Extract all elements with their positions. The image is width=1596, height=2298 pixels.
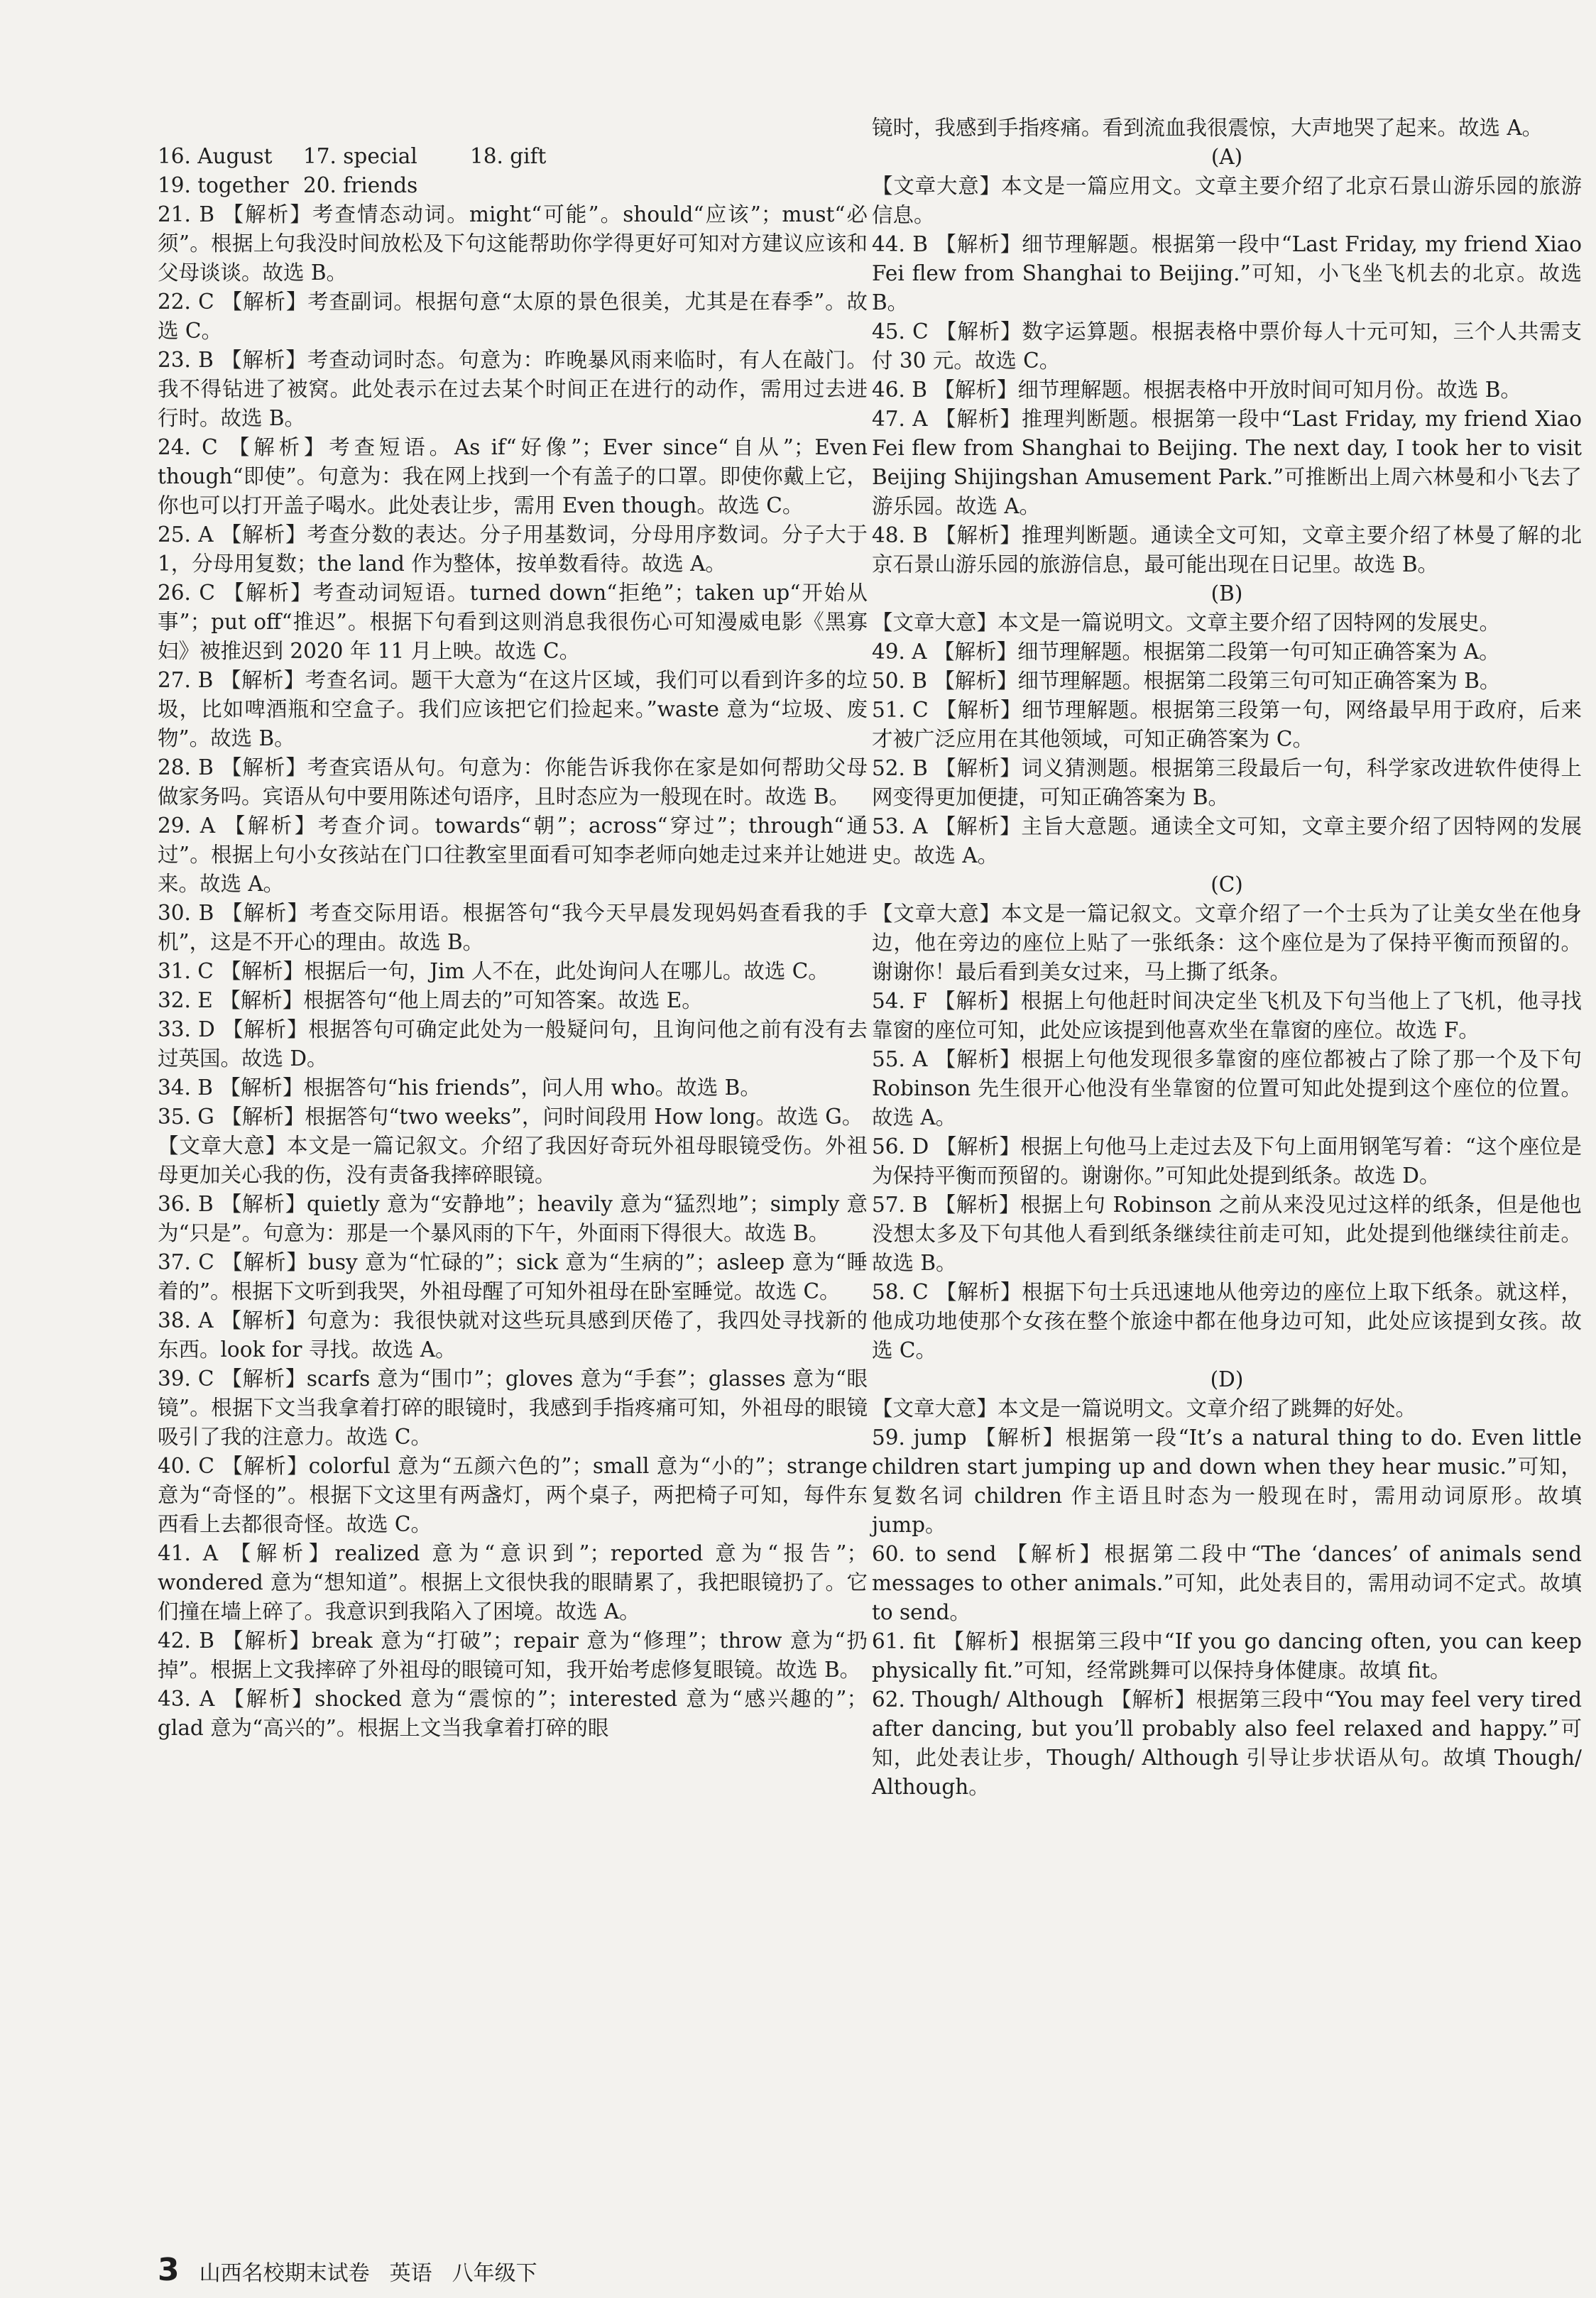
answer-item: 40. C 【解析】colorful 意为“五颜六色的”；small 意为“小的”；strange 意为“奇怪的”。根据下文这里有两盏灯，两个桌子，两把椅子可知，每件东西看上去都很奇怪。故选 C。 [158, 1454, 868, 1536]
answer-item: 【文章大意】本文是一篇说明文。文章主要介绍了因特网的发展史。 [872, 611, 1501, 635]
answer-item: 53. A 【解析】主旨大意题。通读全文可知，文章主要介绍了因特网的发展史。故选 A。 [872, 814, 1582, 868]
answer-item: 60. to send 【解析】根据第二段中“The ‘dances’ of animals send messages to other animals.”可知，此处表目的，需用动词不定式。故填 to send。 [872, 1542, 1582, 1624]
answer-item: 【文章大意】本文是一篇记叙文。文章介绍了一个士兵为了让美女坐在他身边，他在旁边的座位上贴了一张纸条：这个座位是为了保持平衡而预留的。谢谢你！最后看到美女过来，马上撕了纸条。 [872, 902, 1582, 984]
answer-item: 54. F 【解析】根据上句他赶时间决定坐飞机及下句当他上了飞机，他寻找靠窗的座位可知，此处应该提到他喜欢坐在靠窗的座位。故选 F。 [872, 989, 1582, 1042]
answer-item: 57. B 【解析】根据上句 Robinson 之前从来没见过这样的纸条，但是他也没想太多及下句其他人看到纸条继续往前走可知，此处提到他继续往前走。故选 B。 [872, 1193, 1582, 1275]
grade-label: 八年级下 [452, 2261, 537, 2286]
left-answer-list [158, 200, 868, 1743]
answer-item: 55. A 【解析】根据上句他发现很多靠窗的座位都被占了除了那一个及下句 Robinson 先生很开心他没有坐靠窗的位置可知此处提到这个座位的位置。故选 A。 [872, 1047, 1582, 1129]
answer-item: 34. B 【解析】根据答句“his friends”，问人用 who。故选 B。 [158, 1076, 761, 1100]
answer-20: 20. friends [303, 173, 418, 197]
answer-item: 61. fit 【解析】根据第三段中“If you go dancing often, you can keep physically fit.”可知，经常跳舞可以保持身体健康。故填 fit。 [872, 1629, 1582, 1683]
answer-item: 【文章大意】本文是一篇应用文。文章主要介绍了北京石景山游乐园的旅游信息。 [872, 174, 1582, 227]
answer-item: 43. A 【解析】shocked 意为“震惊的”；interested 意为“感兴趣的”；glad 意为“高兴的”。根据上文当我拿着打碎的眼 [158, 1687, 868, 1740]
answer-item: 26. C 【解析】考查动词短语。turned down“拒绝”；taken up“开始从事”；put off“推迟”。根据下句看到这则消息我很伤心可知漫威电影《黑寡妇》被推迟到 2020 年 11 月上映。故选 C。 [158, 581, 868, 663]
answer-item: 41. A 【解析】realized 意为“意识到”；reported 意为“报告”；wondered 意为“想知道”。根据上文很快我的眼睛累了，我把眼镜扔了。它们撞在墙上碎了。我意识到我陷入了困境。故选 A。 [158, 1541, 868, 1624]
answer-item: 59. jump 【解析】根据第一段“It’s a natural thing to do. Even little children start jumping up and down when they hear music.”可知，复数名词 children 作主语且时态为一般现在时，需用动词原形。故填 jump。 [872, 1426, 1582, 1537]
answer-item: 44. B 【解析】细节理解题。根据第一段中“Last Friday, my friend Xiao Fei flew from Shanghai to Beijing.”可知，小飞坐飞机去的北京。故选 B。 [872, 232, 1582, 314]
section-heading: (B) [1210, 581, 1243, 606]
answer-item: 49. A 【解析】细节理解题。根据第二段第一句可知正确答案为 A。 [872, 640, 1500, 664]
answer-item: 51. C 【解析】细节理解题。根据第三段第一句，网络最早用于政府，后来才被广泛应用在其他领域，可知正确答案为 C。 [872, 698, 1582, 751]
answers-row-19-20 [158, 171, 868, 200]
section-heading: (C) [1210, 872, 1243, 897]
subject-label: 英语 [389, 2261, 432, 2286]
answer-item: 30. B 【解析】考查交际用语。根据答句“我今天早晨发现妈妈查看我的手机”，这是不开心的理由。故选 B。 [158, 901, 868, 954]
book-title: 山西名校期末试卷 [199, 2261, 370, 2286]
answer-item: 37. C 【解析】busy 意为“忙碌的”；sick 意为“生病的”；asleep 意为“睡着的”。根据下文听到我哭，外祖母醒了可知外祖母在卧室睡觉。故选 C。 [158, 1250, 868, 1303]
page-number: 3 [158, 2252, 180, 2288]
answer-item: 39. C 【解析】scarfs 意为“围巾”；gloves 意为“手套”；glasses 意为“眼镜”。根据下文当我拿着打碎的眼镜时，我感到手指疼痛可知，外祖母的眼镜吸引了我的注意力。故选 C。 [158, 1367, 868, 1449]
answer-item: 50. B 【解析】细节理解题。根据第二段第三句可知正确答案为 B。 [872, 669, 1501, 693]
answer-item: 【文章大意】本文是一篇记叙文。介绍了我因好奇玩外祖母眼镜受伤。外祖母更加关心我的伤，没有责备我摔碎眼镜。 [158, 1134, 868, 1187]
answer-item: 48. B 【解析】推理判断题。通读全文可知，文章主要介绍了林曼了解的北京石景山游乐园的旅游信息，最可能出现在日记里。故选 B。 [872, 523, 1582, 576]
answer-item: 29. A 【解析】考查介词。towards“朝”；across“穿过”；through“通过”。根据上句小女孩站在门口往教室里面看可知李老师向她走过来并让她进来。故选 A。 [158, 814, 868, 896]
answer-item: 23. B 【解析】考查动词时态。句意为：昨晚暴风雨来临时，有人在敲门。我不得钻进了被窝。此处表示在过去某个时间正在进行的动作，需用过去进行时。故选 B。 [158, 348, 868, 430]
answer-item: 45. C 【解析】数字运算题。根据表格中票价每人十元可知，三个人共需支付 30 元。故选 C。 [872, 319, 1582, 373]
answer-16: 16. August [158, 144, 273, 168]
answer-item: 62. Though/ Although 【解析】根据第三段中“You may feel very tired after dancing, but you’ll probably also feel relaxed and happy.”可知，此处表让步，Though/ Although 引导让步状语从句。故填 Though/ Although。 [872, 1687, 1582, 1799]
answer-item: 58. C 【解析】根据下句士兵迅速地从他旁边的座位上取下纸条。就这样，他成功地使那个女孩在整个旅途中都在他身边可知，此处应该提到女孩。故选 C。 [872, 1280, 1582, 1362]
answer-item: 46. B 【解析】细节理解题。根据表格中开放时间可知月份。故选 B。 [872, 378, 1521, 402]
answer-item: 31. C 【解析】根据后一句，Jim 人不在，此处询问人在哪儿。故选 C。 [158, 959, 829, 983]
right-answer-list [872, 114, 1582, 1802]
answer-item: 25. A 【解析】考查分数的表达。分子用基数词，分母用序数词。分子大于 1，分母用复数；the land 作为整体，按单数看待。故选 A。 [158, 522, 868, 576]
answer-17: 17. special [303, 144, 417, 168]
answer-item: 47. A 【解析】推理判断题。根据第一段中“Last Friday, my friend Xiao Fei flew from Shanghai to Beijing. The next day, I took her to visit Beijing Shijingshan Amusement Park.”可推断出上周六林曼和小飞去了游乐园。故选 A。 [872, 407, 1582, 518]
answer-item: 22. C 【解析】考查副词。根据句意“太原的景色很美，尤其是在春季”。故选 C。 [158, 290, 868, 343]
answer-item: 33. D 【解析】根据答句可确定此处为一般疑问句，且询问他之前有没有去过英国。故选 D。 [158, 1017, 868, 1071]
page-footer [158, 2252, 537, 2288]
answer-item: 镜时，我感到手指疼痛。看到流血我很震惊，大声地哭了起来。故选 A。 [872, 116, 1543, 140]
answer-item: 28. B 【解析】考查宾语从句。句意为：你能告诉我你在家是如何帮助父母做家务吗。宾语从句中要用陈述句语序，且时态应为一般现在时。故选 B。 [158, 755, 868, 809]
answer-18: 18. gift [470, 144, 547, 168]
answer-item: 42. B 【解析】break 意为“打破”；repair 意为“修理”；throw 意为“扔掉”。根据上文我摔碎了外祖母的眼镜可知，我开始考虑修复眼镜。故选 B。 [158, 1629, 868, 1682]
answer-item: 36. B 【解析】quietly 意为“安静地”；heavily 意为“猛烈地”；simply 意为“只是”。句意为：那是一个暴风雨的下午，外面雨下得很大。故选 B。 [158, 1192, 868, 1245]
answer-item: 24. C 【解析】考查短语。As if“好像”；Ever since“自从”；Even though“即使”。句意为：我在网上找到一个有盖子的口罩。即使你戴上它，你也可以打开盖子喝水。此处表让步，需用 Even though。故选 C。 [158, 435, 868, 518]
answer-item: 56. D 【解析】根据上句他马上走过去及下句上面用钢笔写着：“这个座位是为保持平衡而预留的。谢谢你。”可知此处提到纸条。故选 D。 [872, 1134, 1582, 1188]
answer-item: 52. B 【解析】词义猜测题。根据第三段最后一句，科学家改进软件使得上网变得更加便捷，可知正确答案为 B。 [872, 756, 1582, 809]
answer-item: 32. E 【解析】根据答句“他上周去的”可知答案。故选 E。 [158, 988, 703, 1012]
answer-item: 【文章大意】本文是一篇说明文。文章介绍了跳舞的好处。 [872, 1396, 1417, 1421]
left-column [158, 142, 868, 1743]
answer-19: 19. together [158, 173, 289, 197]
answer-item: 38. A 【解析】句意为：我很快就对这些玩具感到厌倦了，我四处寻找新的东西。look for 寻找。故选 A。 [158, 1308, 868, 1362]
section-heading: (A) [1210, 145, 1243, 169]
answers-row-16-18 [158, 142, 868, 171]
section-heading: (D) [1210, 1367, 1244, 1391]
answer-item: 21. B 【解析】考查情态动词。might“可能”。should“应该”；must“必须”。根据上句我没时间放松及下句这能帮助你学得更好可知对方建议应该和父母谈谈。故选 B。 [158, 202, 868, 285]
answer-item: 27. B 【解析】考查名词。题干大意为“在这片区域，我们可以看到许多的垃圾，比如啤酒瓶和空盒子。我们应该把它们捡起来。”waste 意为“垃圾、废物”。故选 B。 [158, 668, 868, 750]
answer-item: 35. G 【解析】根据答句“two weeks”，问时间段用 How long。故选 G。 [158, 1105, 863, 1129]
right-column [872, 114, 1582, 1802]
